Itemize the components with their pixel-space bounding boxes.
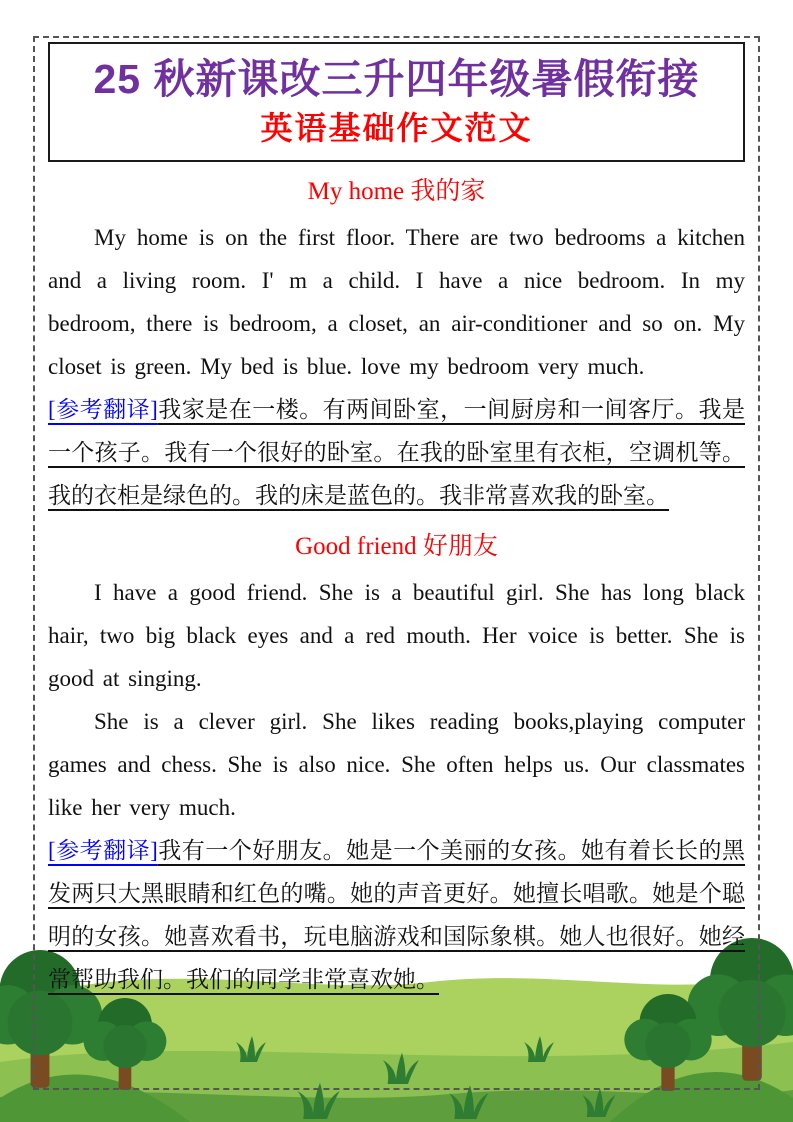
section-heading-good-friend: Good friend 好朋友 xyxy=(295,533,498,560)
essay-paragraph: I have a good friend. She is a beautiful girl. She has long black hair, two big black eyes and a red mouth. Her voice is better. She is good at singing. xyxy=(48,580,745,691)
translation-paragraph xyxy=(48,829,745,1001)
page-subtitle: 英语基础作文范文 xyxy=(260,110,533,146)
page-title: 25 秋新课改三升四年级暑假衔接 xyxy=(93,56,700,102)
translation-tag: [参考翻译] xyxy=(48,838,158,863)
section-heading-my-home: My home 我的家 xyxy=(307,178,486,205)
translation-paragraph xyxy=(48,388,745,517)
translation-tag: [参考翻译] xyxy=(48,397,158,422)
translation-text: 我有一个好朋友。她是一个美丽的女孩。她有着长长的黑发两只大黑眼睛和红色的嘴。她的声音更好。她擅长唱歌。她是个聪明的女孩。她喜欢看书，玩电脑游戏和国际象棋。她人也很好。她经常帮助我们。我们的同学非常喜欢她。 xyxy=(48,838,745,992)
translation-text: 我家是在一楼。有两间卧室，一间厨房和一间客厅。我是一个孩子。我有一个很好的卧室。在我的卧室里有衣柜，空调机等。我的衣柜是绿色的。我的床是蓝色的。我非常喜欢我的卧室。 xyxy=(48,397,745,508)
essay-paragraph: My home is on the first floor. There are two bedrooms a kitchen and a living room. I' m a child. I have a nice bedroom. In my bedroom, there is bedroom, a closet, an air-conditioner and so on. My closet is green. My bed is blue. love my bedroom very much. xyxy=(48,225,745,379)
header-box xyxy=(48,42,745,162)
document-content xyxy=(48,42,745,1001)
essay-paragraph: She is a clever girl. She likes reading books,playing computer games and chess. She is also nice. She often helps us. Our classmates like her very much. xyxy=(48,709,745,820)
